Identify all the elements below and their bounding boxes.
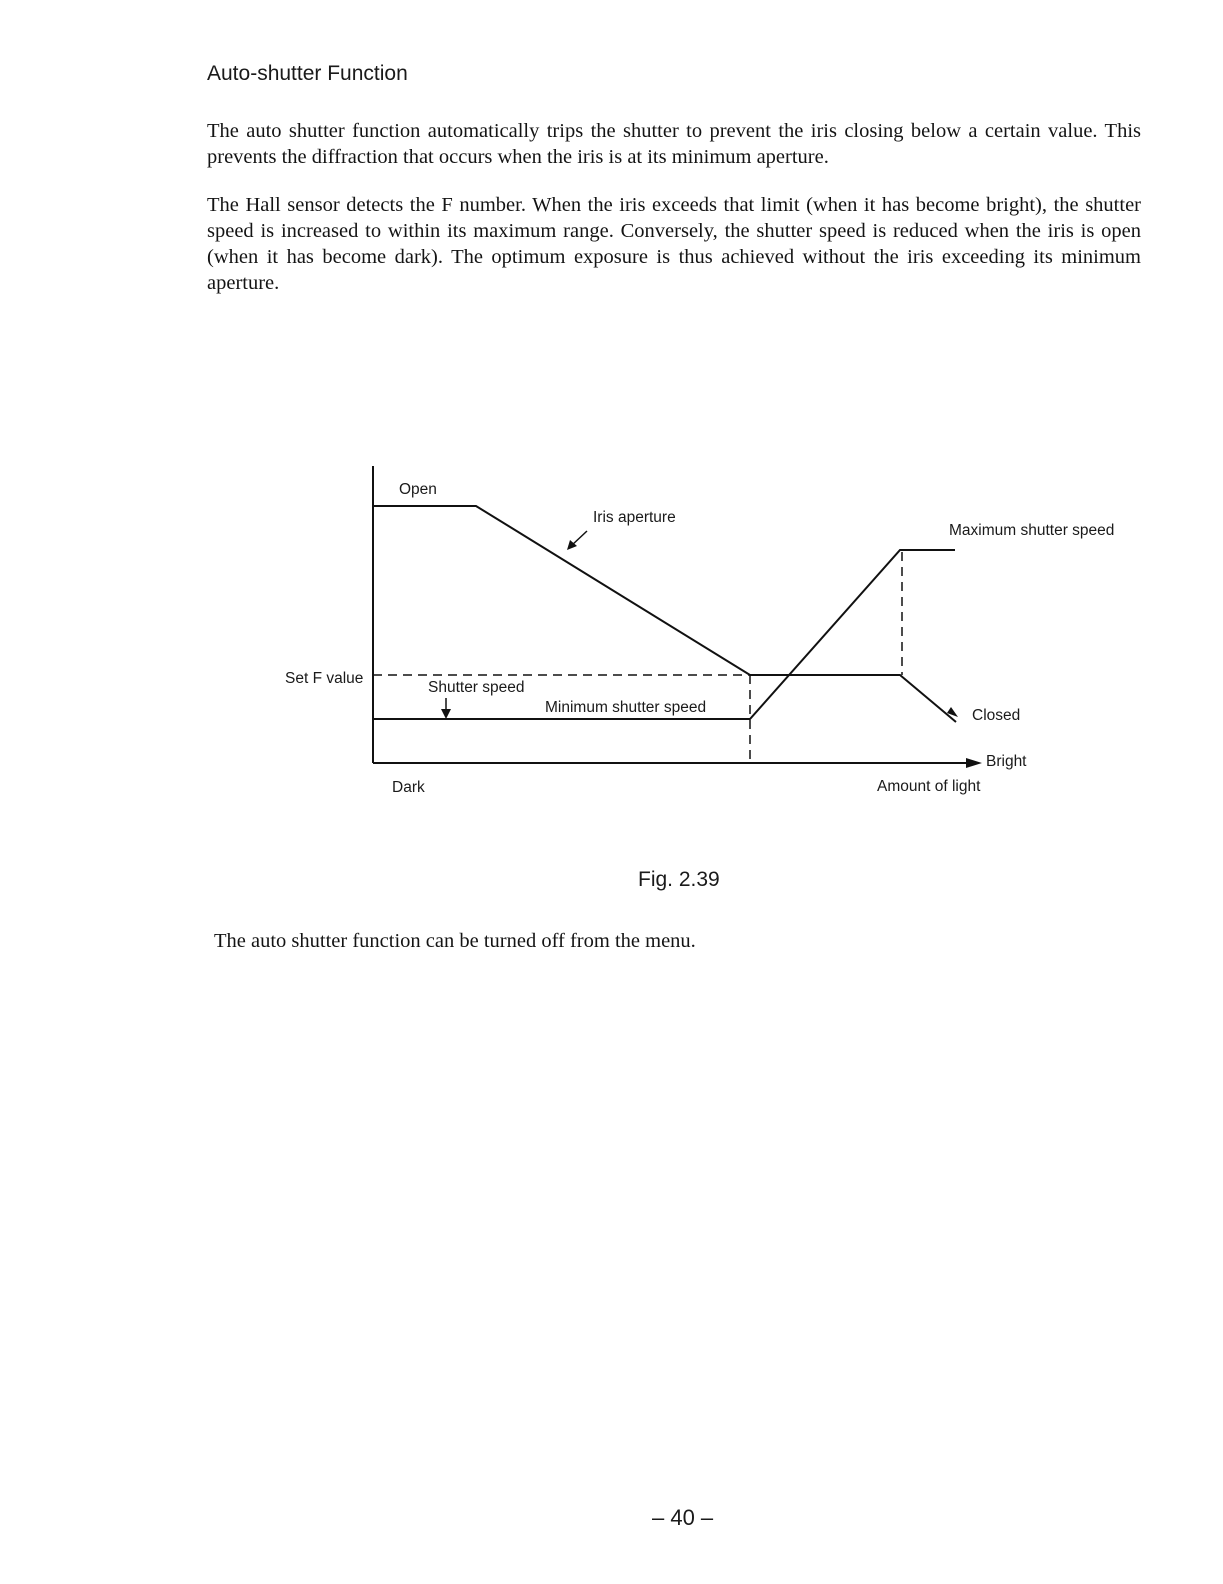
label-open: Open bbox=[399, 481, 437, 498]
section-heading: Auto-shutter Function bbox=[207, 62, 408, 85]
paragraph-intro: The auto shutter function automatically trips the shutter to prevent the iris closing below a certain value. This prevents the diffraction that occurs when the iris is at its minimum aperture. bbox=[207, 120, 1141, 168]
x-axis-arrowhead bbox=[966, 758, 982, 768]
paragraph-hall-sensor: The Hall sensor detects the F number. When the iris exceeds that limit (when it has become bright), the shutter speed is increased to within its maximum range. Conversely, the shutter speed is reduced when the iris is open (when it has become dark). The optimum exposure is thus achieved without the iris exceeding its minimum aperture. bbox=[207, 194, 1141, 294]
figure-caption: Fig. 2.39 bbox=[638, 868, 720, 891]
label-maximum-shutter-speed: Maximum shutter speed bbox=[949, 522, 1115, 539]
label-set-f-value: Set F value bbox=[285, 670, 364, 687]
shutter-speed-pointer-head bbox=[441, 709, 451, 719]
label-iris-aperture: Iris aperture bbox=[593, 509, 676, 526]
label-shutter-speed: Shutter speed bbox=[428, 679, 525, 696]
label-dark: Dark bbox=[392, 779, 425, 796]
page-number: – 40 – bbox=[652, 1505, 714, 1530]
label-minimum-shutter-speed: Minimum shutter speed bbox=[545, 699, 707, 716]
label-bright: Bright bbox=[986, 753, 1027, 770]
label-amount-of-light: Amount of light bbox=[877, 778, 981, 795]
label-closed: Closed bbox=[972, 707, 1021, 724]
paragraph-menu-note: The auto shutter function can be turned off from the menu. bbox=[214, 930, 696, 952]
